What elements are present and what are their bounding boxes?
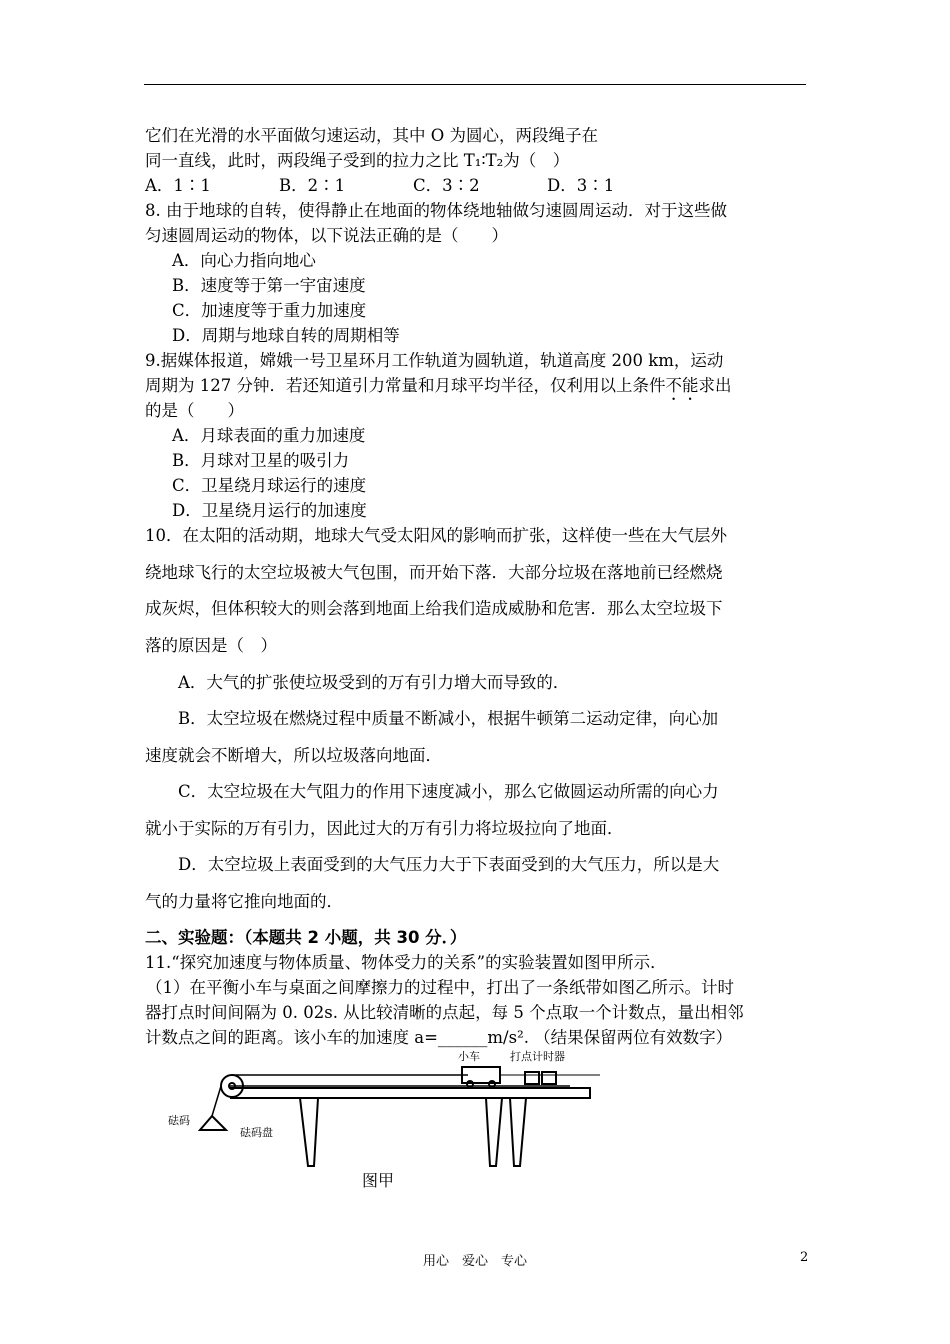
q10-option-b-line1: B．太空垃圾在燃烧过程中质量不断减小，根据牛顿第二运动定律，向心加 [178, 709, 719, 728]
table-top [230, 1088, 590, 1098]
page-number: 2 [800, 1250, 809, 1265]
table-leg-right-2 [510, 1098, 526, 1166]
q8-stem-line1: 8. 由于地球的自转，使得静止在地面的物体绕地轴做匀速圆周运动．对于这些做 [145, 201, 727, 220]
header-rule [144, 84, 806, 85]
q9-option-c: C．卫星绕月球运行的速度 [172, 476, 367, 495]
q10-option-c-line1: C．太空垃圾在大气阻力的作用下速度减小，那么它做圆运动所需的向心力 [178, 782, 719, 801]
q11-part1-line1: （1）在平衡小车与桌面之间摩擦力的过程中，打出了一条纸带如图乙所示。计时 [146, 978, 734, 997]
q10-stem-line1: 10．在太阳的活动期，地球大气受太阳风的影响而扩张，这样使一些在大气层外 [145, 526, 727, 545]
string-hanging [212, 1086, 221, 1116]
table-leg-left [300, 1098, 318, 1166]
figure-label-car: 小车 [458, 1050, 480, 1063]
q10-stem-line2: 绕地球飞行的太空垃圾被大气包围，而开始下落．大部分垃圾在落地前已经燃烧 [145, 563, 723, 582]
figure-label-timer: 打点计时器 [510, 1050, 565, 1063]
timer-block-2 [542, 1072, 556, 1084]
weight-pan [200, 1116, 226, 1130]
q10-stem-line4: 落的原因是（ ） [145, 636, 277, 655]
q10-option-d-line2: 气的力量将它推向地面的． [145, 892, 343, 911]
figure-label-weight: 砝码 [168, 1114, 190, 1127]
section-heading: 二、实验题：（本题共 2 小题，共 30 分．） [145, 928, 467, 947]
q10-option-d-line1: D．太空垃圾上表面受到的大气压力大于下表面受到的大气压力，所以是大 [178, 855, 720, 874]
q8-option-c: C．加速度等于重力加速度 [172, 301, 367, 320]
q7-option-b: B．2∶1 [279, 176, 346, 195]
figure-label-pan: 砝码盘 [240, 1126, 273, 1139]
table-leg-right-1 [486, 1098, 502, 1166]
q7-option-d: D．3∶1 [547, 176, 615, 195]
q7-option-c: C．3∶2 [413, 176, 480, 195]
q9-stem-line2-c: 求出 [698, 376, 732, 395]
experiment-apparatus-figure [150, 1048, 610, 1198]
q9-option-b: B．月球对卫星的吸引力 [172, 451, 350, 470]
timer-block-1 [525, 1072, 539, 1084]
q9-emphasis-text: 不能 [665, 376, 699, 395]
q9-option-a: A．月球表面的重力加速度 [172, 426, 366, 445]
q9-option-d: D．卫星绕月运行的加速度 [172, 501, 367, 520]
q11-part1-line2: 器打点时间间隔为 0. 02s. 从比较清晰的点起，每 5 个点取一个计数点，量出相邻 [145, 1003, 744, 1022]
q7-line1: 它们在光滑的水平面做匀速运动，其中 O 为圆心，两段绳子在 [145, 126, 599, 145]
q9-stem-line2-a: 周期为 127 分钟．若还知道引力常量和月球平均半径，仅利用以上条件 [145, 376, 666, 395]
q11-part1-line3: 计数点之间的距离。该小车的加速度 a=______m/s². （结果保留两位有效数字） [145, 1028, 733, 1047]
figure-caption: 图甲 [362, 1171, 395, 1190]
q9-stem-line2 [145, 376, 731, 404]
q8-option-a: A．向心力指向地心 [172, 251, 316, 270]
q8-stem-line2: 匀速圆周运动的物体，以下说法正确的是（ ） [145, 226, 508, 245]
q7-option-a: A．1∶1 [145, 176, 211, 195]
q8-option-d: D．周期与地球自转的周期相等 [172, 326, 400, 345]
q10-option-c-line2: 就小于实际的万有引力，因此过大的万有引力将垃圾拉向了地面． [145, 819, 624, 838]
q8-option-b: B．速度等于第一宇宙速度 [172, 276, 366, 295]
q9-stem-line3: 的是（ ） [145, 401, 244, 420]
q7-line2: 同一直线，此时，两段绳子受到的拉力之比 T₁∶T₂为（ ） [145, 151, 570, 170]
q11-stem: 11.“探究加速度与物体质量、物体受力的关系”的实验装置如图甲所示． [145, 953, 667, 972]
q10-option-b-line2: 速度就会不断增大，所以垃圾落向地面． [145, 746, 442, 765]
q9-stem-line1: 9.据媒体报道，嫦娥一号卫星环月工作轨道为圆轨道，轨道高度 200 km，运动 [145, 351, 724, 370]
q7-options [145, 176, 681, 196]
q10-stem-line3: 成灰烬，但体积较大的则会落到地面上给我们造成威胁和危害．那么太空垃圾下 [145, 599, 723, 618]
q10-option-a: A．大气的扩张使垃圾受到的万有引力增大而导致的． [178, 673, 570, 692]
footer-slogan: 用心 爱心 专心 [422, 1254, 527, 1269]
